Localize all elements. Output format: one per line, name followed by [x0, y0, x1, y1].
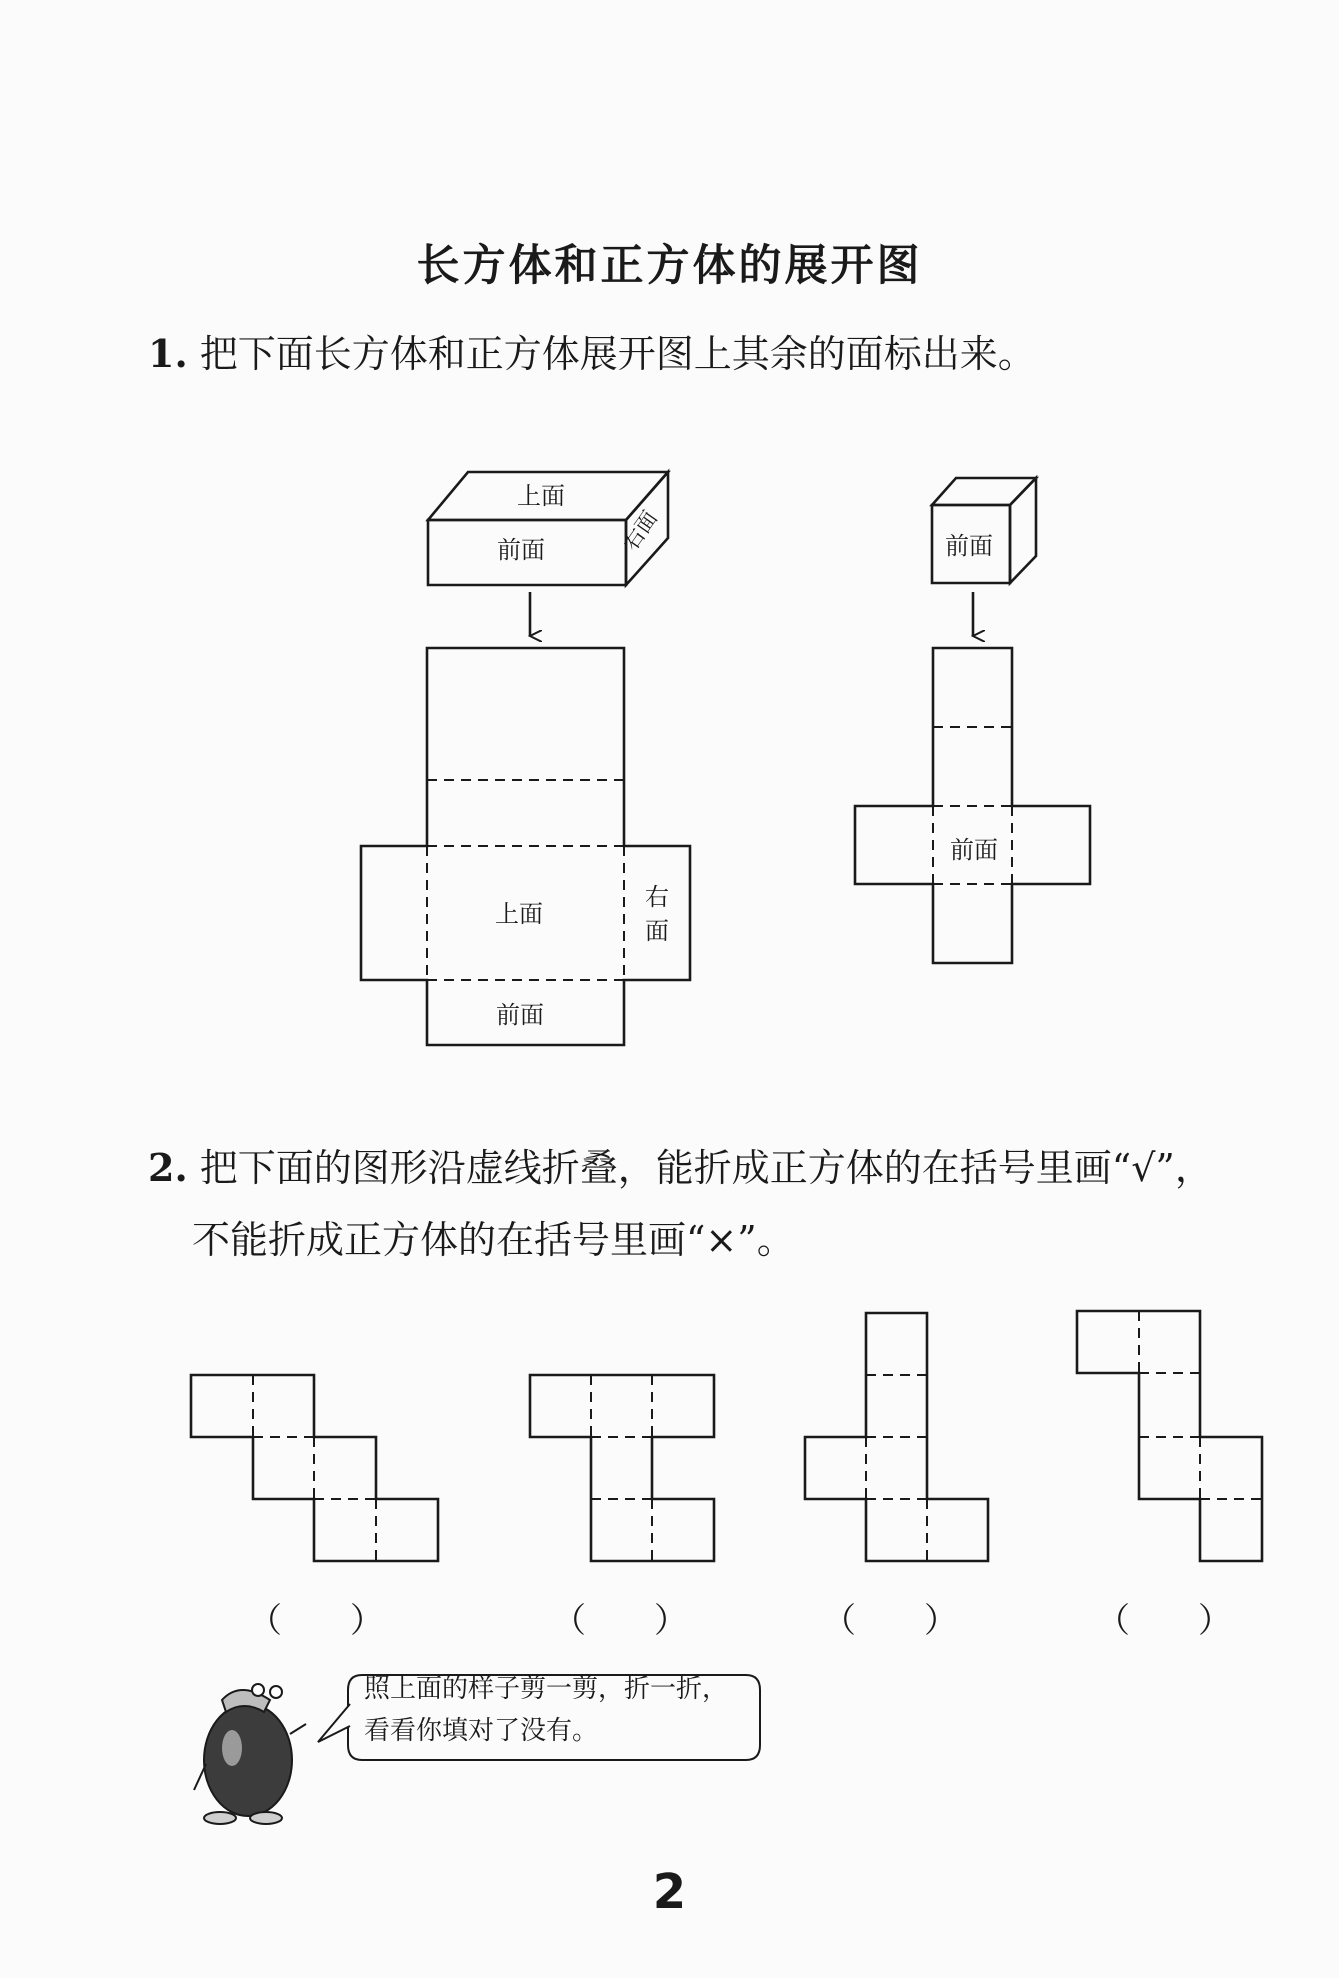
question-2-text-2: 不能折成正方体的在括号里画“×”。 — [192, 1218, 795, 1262]
cuboid-net-front-label: 前面 — [496, 1001, 544, 1029]
cuboid-net-top-label: 上面 — [495, 900, 543, 928]
question-1-number: 1. — [148, 331, 188, 376]
cube-net — [855, 648, 1090, 963]
answer-bracket-1[interactable]: （ ） — [248, 1601, 384, 1641]
fold-figure-2 — [530, 1375, 714, 1561]
fold-figure-4 — [1077, 1311, 1262, 1561]
fold-figure-3 — [805, 1313, 988, 1561]
cuboid-drawing — [428, 472, 668, 585]
answer-bracket-3[interactable]: （ ） — [822, 1601, 958, 1641]
cube-drawing — [932, 478, 1036, 583]
tip-line-1: 照上面的样子剪一剪，折一折， — [364, 1674, 729, 1704]
page-number: 2 — [652, 1864, 687, 1920]
question-2-line-1 — [148, 1132, 1213, 1204]
cuboid-net-right-label-1: 右 — [645, 883, 669, 911]
question-1-text: 把下面长方体和正方体展开图上其余的面标出来。 — [199, 332, 1036, 376]
question-2-number: 2. — [148, 1145, 188, 1190]
question-2 — [148, 1132, 1213, 1276]
cuboid-front-label: 前面 — [497, 536, 545, 564]
cuboid-net — [361, 648, 690, 1045]
answer-bracket-2[interactable]: （ ） — [552, 1601, 688, 1641]
eggplant-mascot-icon — [194, 1684, 306, 1824]
cube-net-front-label: 前面 — [950, 836, 998, 864]
cube-front-label: 前面 — [945, 532, 993, 560]
cuboid-right-label: 右面 — [618, 506, 663, 555]
tip-text — [364, 1668, 728, 1752]
question-2-text-1: 把下面的图形沿虚线折叠，能折成正方体的在括号里画“√”， — [199, 1146, 1213, 1190]
cuboid-net-right-label-2: 面 — [645, 917, 669, 945]
page-title: 长方体和正方体的展开图 — [416, 241, 923, 291]
fold-figure-1 — [191, 1375, 438, 1561]
tip-line-2: 看看你填对了没有。 — [364, 1716, 599, 1746]
cuboid-top-label: 上面 — [517, 482, 565, 510]
answer-bracket-4[interactable]: （ ） — [1096, 1601, 1232, 1641]
